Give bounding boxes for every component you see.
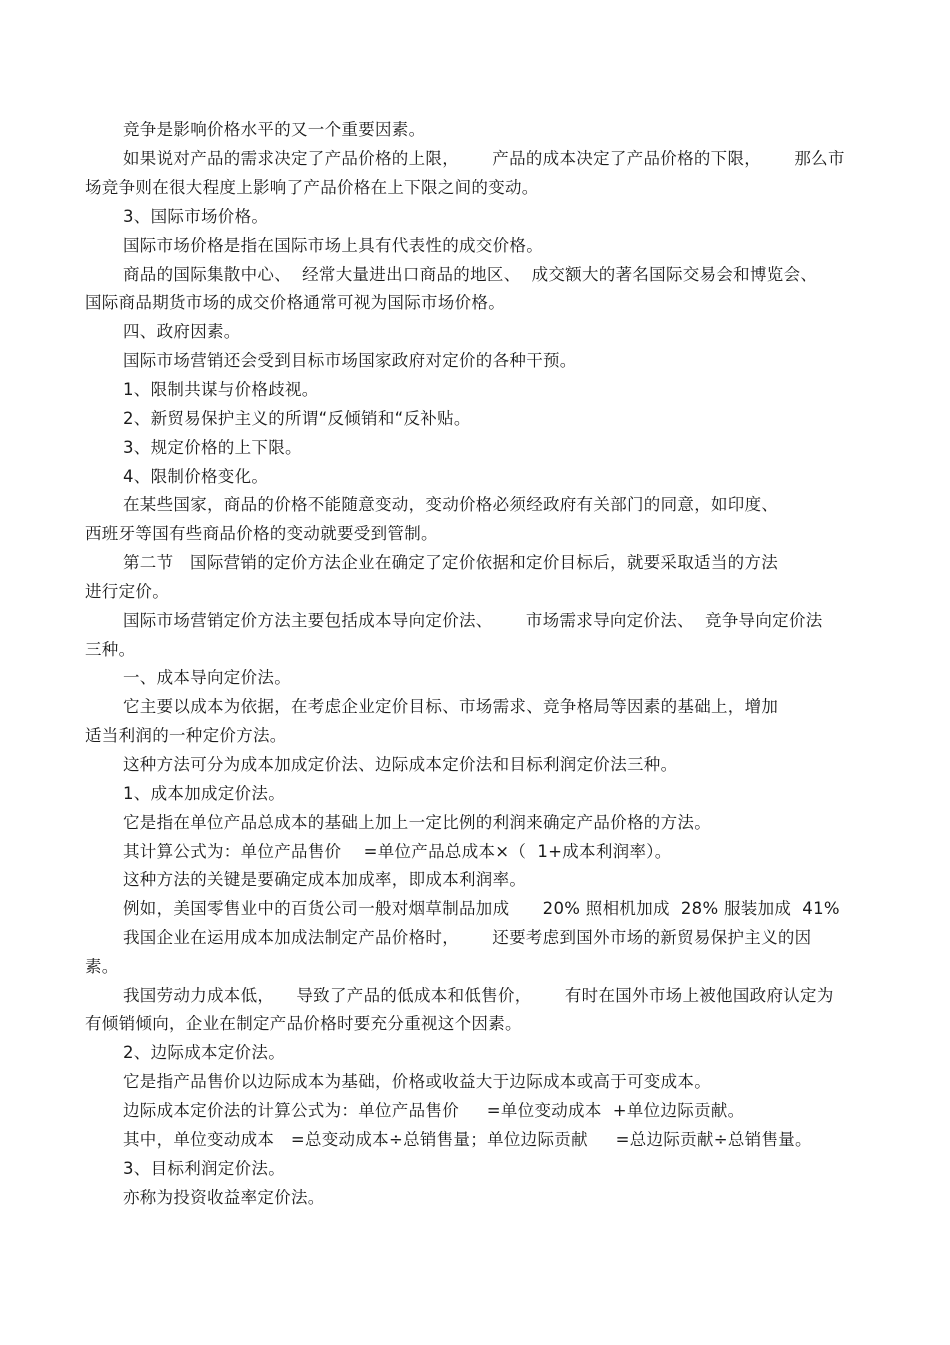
text-line: 国际市场营销定价方法主要包括成本导向定价法、 市场需求导向定价法、 竞争导向定价法 [123, 611, 823, 630]
text-line: 我国企业在运用成本加成法制定产品价格时， 还要考虑到国外市场的新贸易保护主义的因 [123, 928, 812, 947]
text-line: 适当利润的一种定价方法。 [85, 726, 287, 745]
text-line: 例如，美国零售业中的百货公司一般对烟草制品加成 20% 照相机加成 28% 服装加成 41% [123, 899, 840, 918]
text-line: 进行定价。 [85, 582, 169, 601]
text-line: 它是指产品售价以边际成本为基础，价格或收益大于边际成本或高于可变成本。 [123, 1072, 711, 1091]
text-line: 国际市场营销还会受到目标市场国家政府对定价的各种干预。 [123, 351, 577, 370]
list-item: 2、新贸易保护主义的所谓“反倾销和“反补贴。 [123, 409, 471, 428]
text-line: 我国劳动力成本低， 导致了产品的低成本和低售价， 有时在国外市场上被他国政府认定为 [123, 986, 834, 1005]
text-line: 它主要以成本为依据，在考虑企业定价目标、市场需求、竞争格局等因素的基础上，增加 [123, 697, 779, 716]
list-item: 1、限制共谋与价格歧视。 [123, 380, 319, 399]
section-heading: 四、政府因素。 [123, 322, 241, 341]
text-line: 如果说对产品的需求决定了产品价格的上限， 产品的成本决定了产品价格的下限， 那么市 [123, 149, 845, 168]
list-item: 3、规定价格的上下限。 [123, 438, 302, 457]
text-line: 竞争是影响价格水平的又一个重要因素。 [123, 120, 426, 139]
list-item: 3、目标利润定价法。 [123, 1159, 285, 1178]
text-line: 商品的国际集散中心、 经常大量进出口商品的地区、 成交额大的著名国际交易会和博览会、 [123, 265, 818, 284]
text-line: 有倾销倾向，企业在制定产品价格时要充分重视这个因素。 [85, 1014, 522, 1033]
formula-line: 边际成本定价法的计算公式为：单位产品售价 =单位变动成本 +单位边际贡献。 [123, 1101, 745, 1120]
list-item: 2、边际成本定价法。 [123, 1043, 285, 1062]
text-line: 西班牙等国有些商品价格的变动就要受到管制。 [85, 524, 438, 543]
text-line: 在某些国家，商品的价格不能随意变动，变动价格必须经政府有关部门的同意，如印度、 [123, 495, 779, 514]
text-line: 它是指在单位产品总成本的基础上加上一定比例的利润来确定产品价格的方法。 [123, 813, 711, 832]
text-line: 国际市场价格是指在国际市场上具有代表性的成交价格。 [123, 236, 543, 255]
text-line: 这种方法可分为成本加成定价法、边际成本定价法和目标利润定价法三种。 [123, 755, 678, 774]
section-heading: 一、成本导向定价法。 [123, 668, 291, 687]
section-heading: 第二节 国际营销的定价方法企业在确定了定价依据和定价目标后，就要采取适当的方法 [123, 553, 779, 572]
list-item: 4、限制价格变化。 [123, 467, 269, 486]
text-line: 这种方法的关键是要确定成本加成率，即成本利润率。 [123, 870, 527, 889]
text-line: 三种。 [85, 640, 136, 659]
text-line: 国际商品期货市场的成交价格通常可视为国际市场价格。 [85, 293, 505, 312]
text-line: 素。 [85, 957, 119, 976]
formula-line: 其中，单位变动成本 =总变动成本÷总销售量；单位边际贡献 =总边际贡献÷总销售量。 [123, 1130, 812, 1149]
text-line: 亦称为投资收益率定价法。 [123, 1188, 325, 1207]
formula-line: 其计算公式为：单位产品售价 =单位产品总成本×（ 1+成本利润率）。 [123, 842, 672, 861]
text-line: 场竞争则在很大程度上影响了产品价格在上下限之间的变动。 [85, 178, 539, 197]
list-item: 1、成本加成定价法。 [123, 784, 285, 803]
text-line: 3、国际市场价格。 [123, 207, 269, 226]
